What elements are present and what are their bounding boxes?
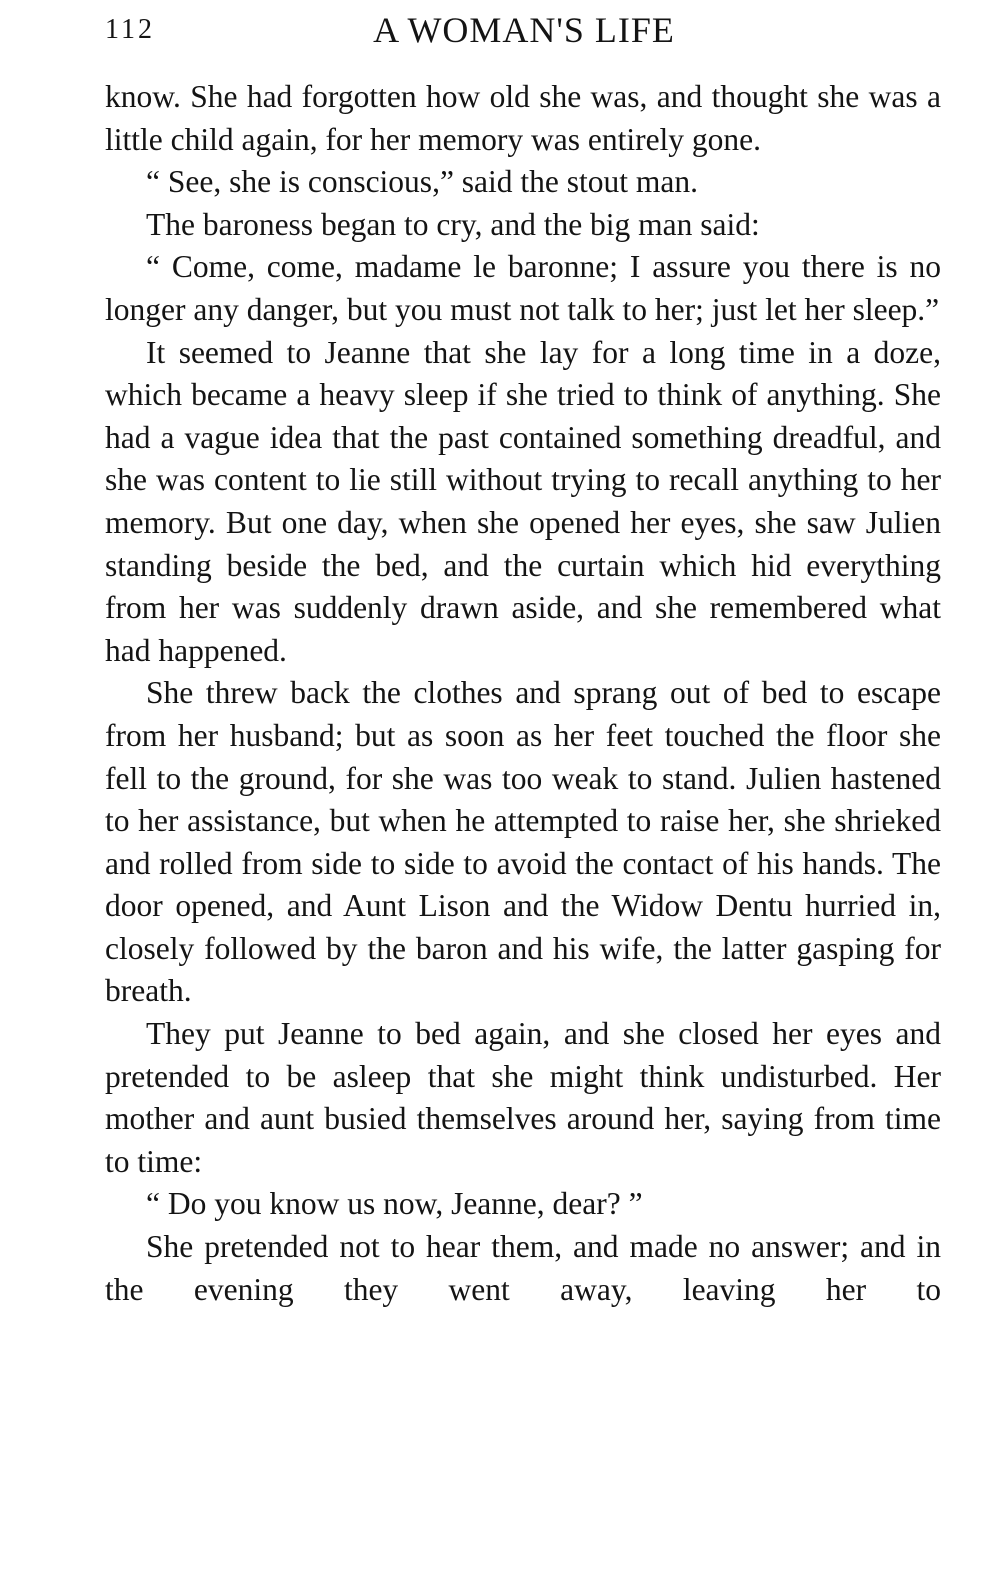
paragraph: She pretended not to hear them, and made no answer; and in the evening they went away, leaving her to (105, 1229, 941, 1307)
paragraph: She threw back the clothes and sprang out of bed to escape from her husband; but as soon as her feet touched the floor she fell to the ground, for she was too weak to stand. Julien hastened to her assistance, but when he attempted to raise her, she shrieked and rolled from side to side to avoid the contact of his hands. The door opened, and Aunt Lison and the Widow Dentu hurried in, closely followed by the baron and his wife, the latter gasping for breath. (105, 675, 941, 1009)
page-number: 112 (105, 14, 155, 45)
paragraph: “ See, she is conscious,” said the stout man. (146, 164, 699, 200)
body-text (105, 76, 941, 1311)
paragraph: know. She had forgotten how old she was, and thought she was a little child again, for her memory was entirely gone. (105, 79, 941, 157)
paragraph: The baroness began to cry, and the big man said: (146, 206, 760, 242)
paragraph: It seemed to Jeanne that she lay for a long time in a doze, which became a heavy sleep if she tried to think of anything. She had a vague idea that the past contained something dreadful, and she was content to lie still without trying to recall anything to her memory. But one day, when she opened her eyes, she saw Julien standing beside the bed, and the curtain which hid everything from her was suddenly drawn aside, and she remembered what had happened. (105, 334, 941, 668)
running-head (105, 8, 943, 52)
paragraph: They put Jeanne to bed again, and she closed her eyes and pretended to be asleep that she might think undisturbed. Her mother and aunt busied themselves around her, saying from time to time: (105, 1016, 941, 1179)
paragraph: “ Do you know us now, Jeanne, dear? ” (146, 1186, 643, 1222)
paragraph: “ Come, come, madame le baronne; I assure you there is no longer any danger, but you must not talk to her; just let her sleep.” (105, 249, 941, 327)
book-title: A WOMAN'S LIFE (373, 10, 675, 50)
